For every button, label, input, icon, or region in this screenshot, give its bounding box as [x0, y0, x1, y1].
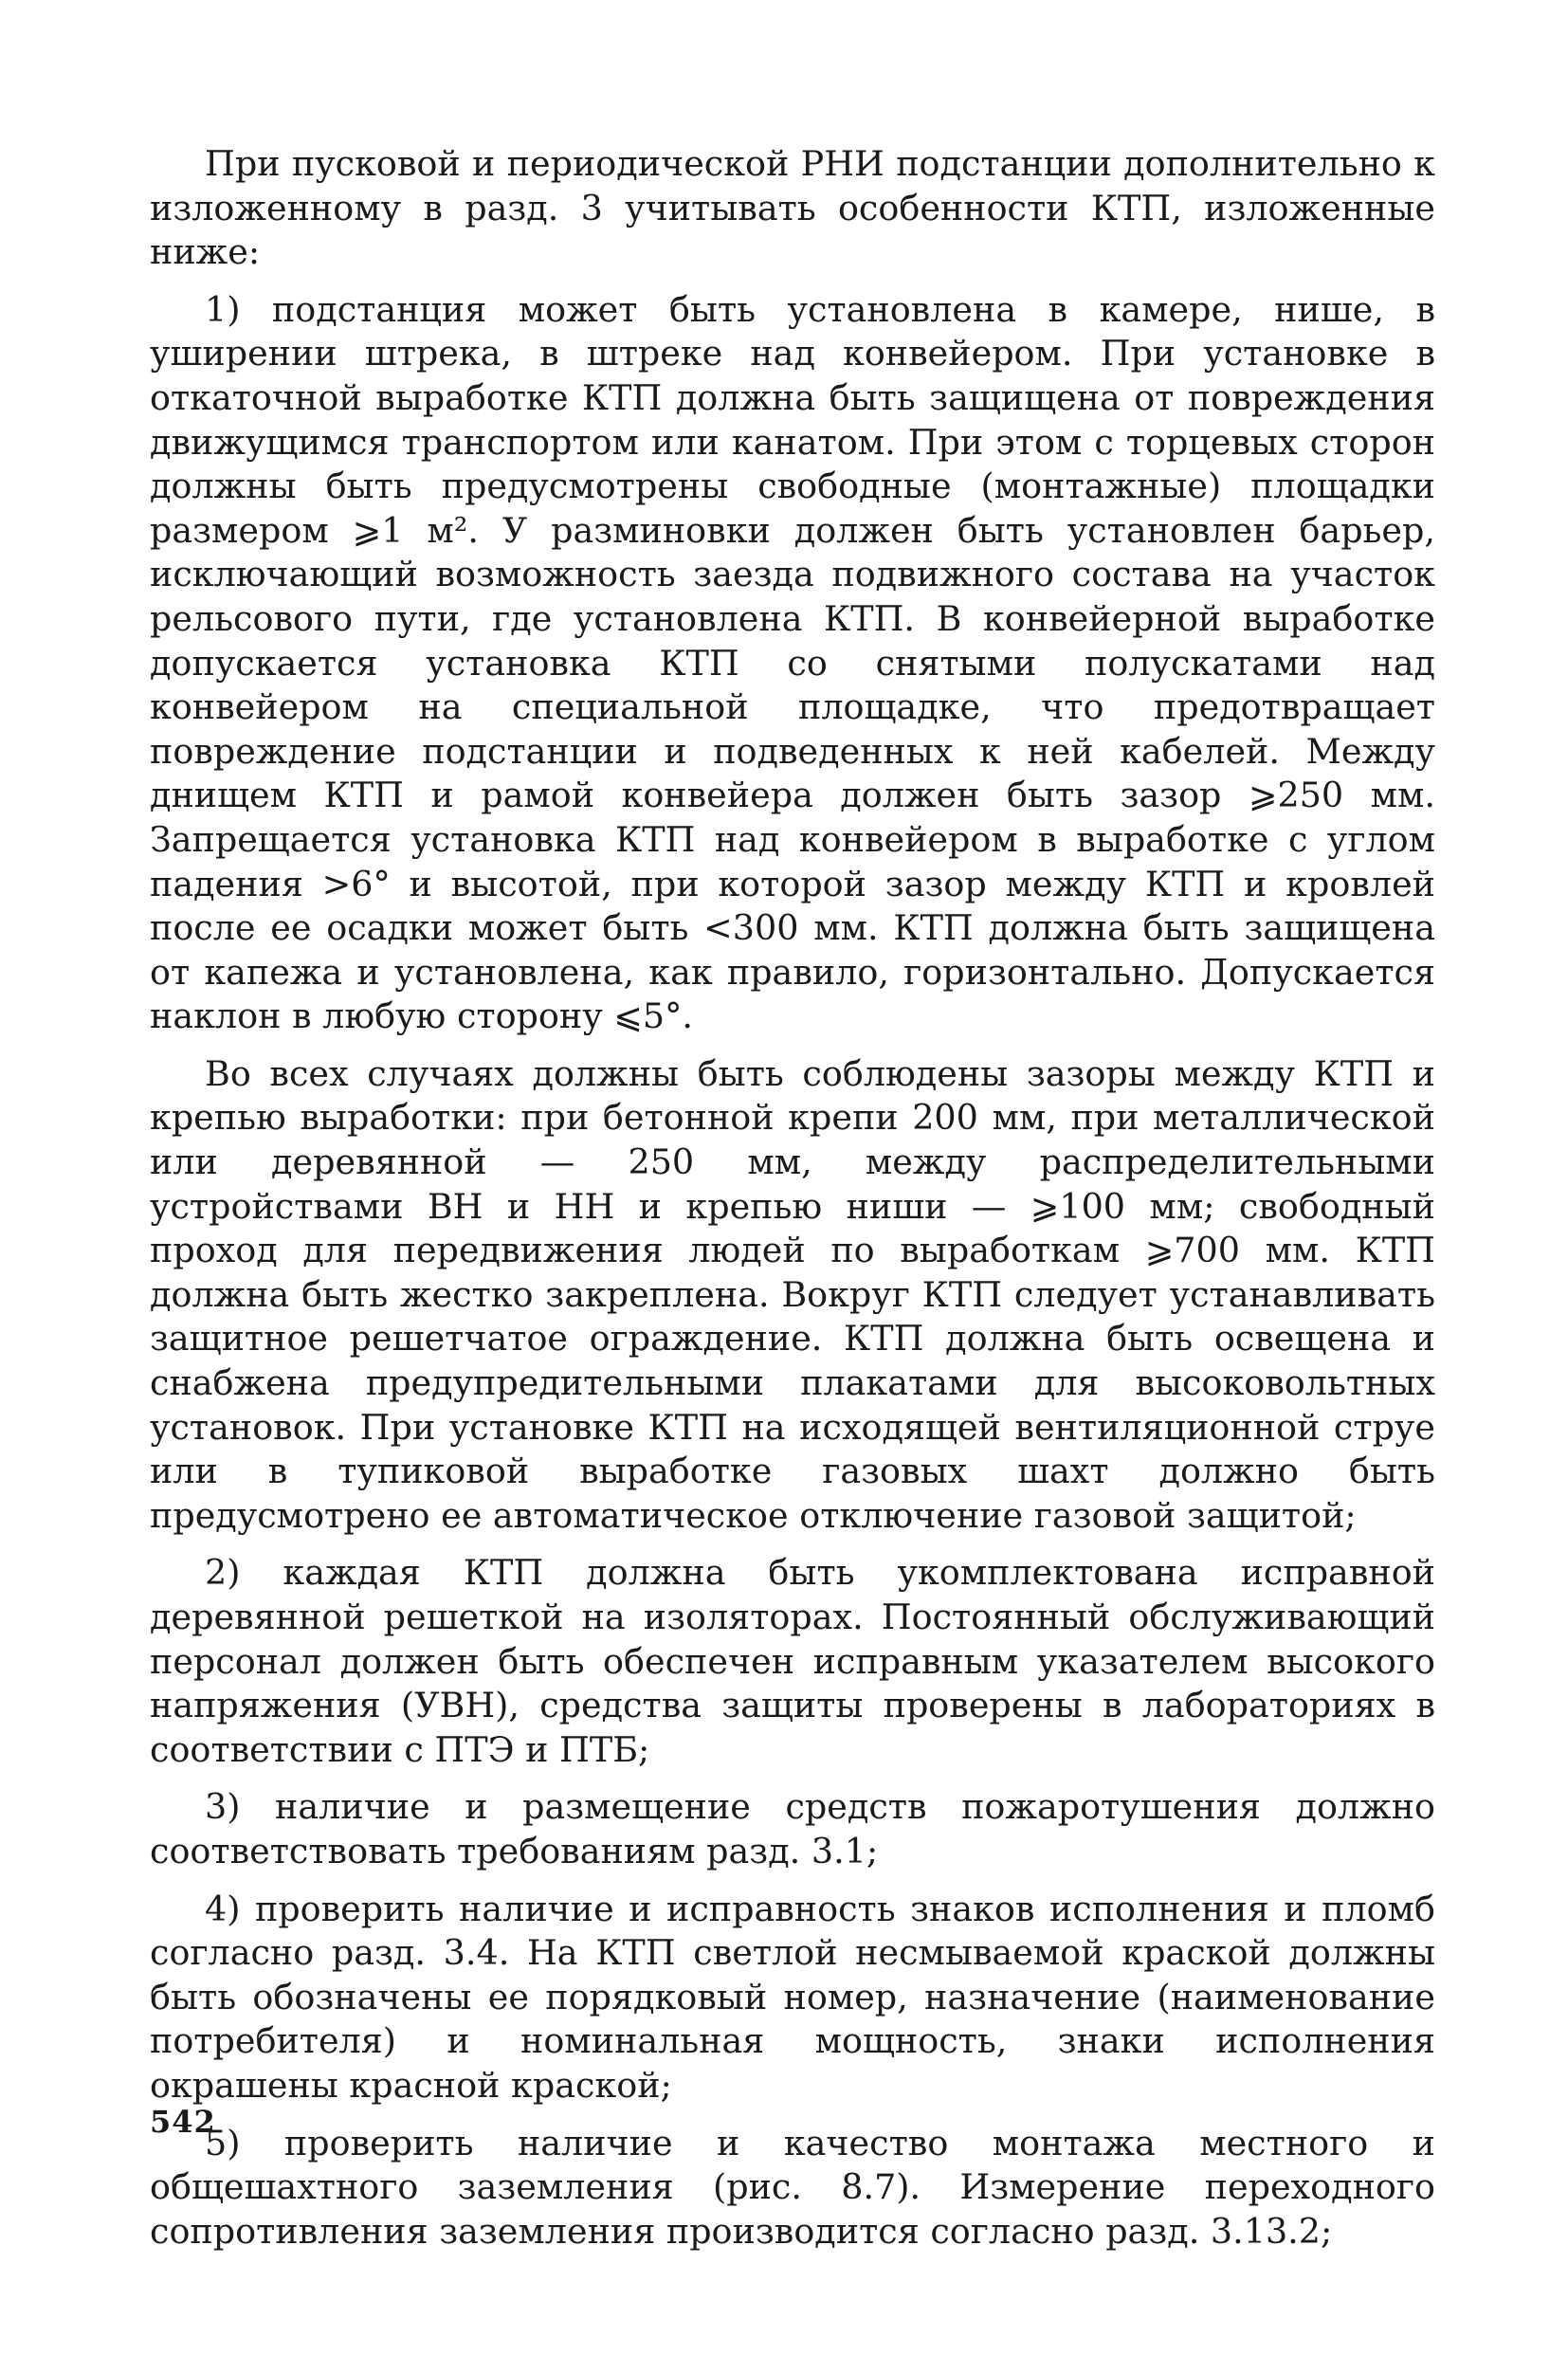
- paragraph-intro: При пусковой и периодической РНИ подстанции дополнительно к изложенному в разд. 3 учитывать особенности КТП, изложенные ниже:: [150, 143, 1435, 273]
- page-body: [150, 142, 1435, 2254]
- paragraph-clearances: Во всех случаях должны быть соблюдены зазоры между КТП и крепью выработки: при бетонной крепи 200 мм, при металлической или деревянной — 250 мм, между распределительными устройствами ВН и НН и крепью ниши — ⩾100 мм; свободный проход для передвижения людей по выработкам ⩾700 мм. КТП должна быть жестко закреплена. Вокруг КТП следует устанавливать защитное решетчатое ограждение. КТП должна быть освещена и снабжена предупредительными плакатами для высоковольтных установок. При установке КТП на исходящей вентиляционной струе или в тупиковой выработке газовых шахт должно быть предусмотрено ее автоматическое отключение газовой защитой;: [150, 1052, 1435, 1536]
- page-number: 542: [150, 2104, 216, 2140]
- paragraph-item-4: 4) проверить наличие и исправность знаков исполнения и пломб согласно разд. 3.4. На КТП светлой несмываемой краской должны быть обозначены ее порядковый номер, назначение (наименование потребителя) и номинальная мощность, знаки исполнения окрашены красной краской;: [150, 1888, 1435, 2106]
- paragraph-item-2: 2) каждая КТП должна быть укомплектована исправной деревянной решеткой на изоляторах. Постоянный обслуживающий персонал должен быть обеспечен исправным указателем высокого напряжения (УВН), средства защиты проверены в лабораториях в соответствии с ПТЭ и ПТБ;: [150, 1552, 1435, 1770]
- paragraph-item-3: 3) наличие и размещение средств пожаротушения должно соответствовать требованиям разд. 3.1;: [150, 1786, 1435, 1871]
- paragraph-item-1: 1) подстанция может быть установлена в камере, нише, в уширении штрека, в штреке над конвейером. При установке в откаточной выработке КТП должна быть защищена от повреждения движущимся транспортом или канатом. При этом с торцевых сторон должны быть предусмотрены свободные (монтажные) площадки размером ⩾1 м². У разминовки должен быть установлен барьер, исключающий возможность заезда подвижного состава на участок рельсового пути, где установлена КТП. В конвейерной выработке допускается установка КТП со снятыми полускатами над конвейером на специальной площадке, что предотвращает повреждение подстанции и подведенных к ней кабелей. Между днищем КТП и рамой конвейера должен быть зазор ⩾250 мм. Запрещается установка КТП над конвейером в выработке с углом падения >6° и высотой, при которой зазор между КТП и кровлей после ее осадки может быть <300 мм. КТП должна быть защищена от капежа и установлена, как правило, горизонтально. Допускается наклон в любую сторону ⩽5°.: [150, 288, 1435, 1037]
- paragraph-item-5: 5) проверить наличие и качество монтажа местного и общешахтного заземления (рис. 8.7). Измерение переходного сопротивления заземления производится согласно разд. 3.13.2;: [150, 2122, 1435, 2252]
